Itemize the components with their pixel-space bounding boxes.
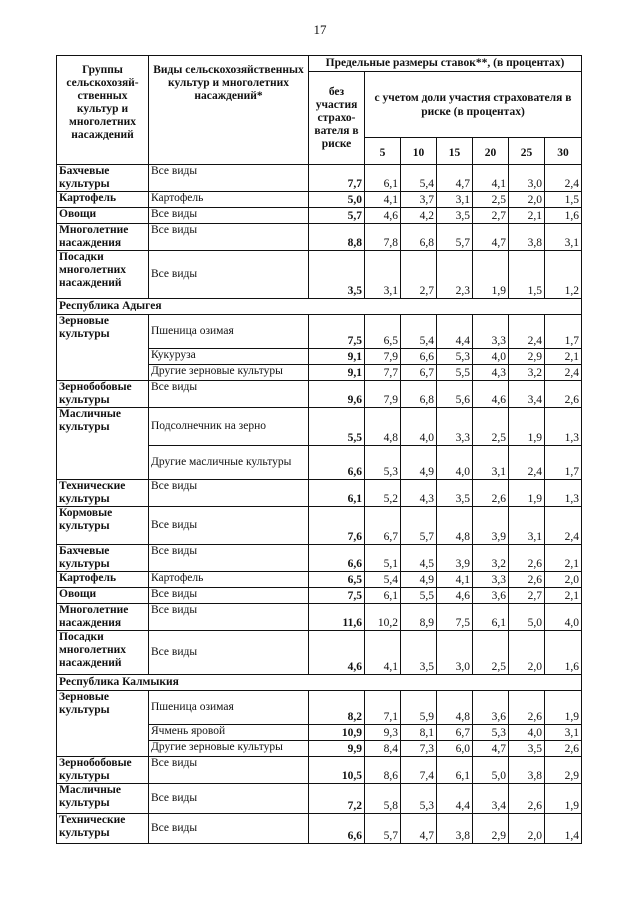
rate-share-25: 2,0 [509, 192, 545, 208]
rate-share-25: 2,4 [509, 315, 545, 349]
crop-group: Кормовые культуры [57, 507, 149, 545]
rate-share-10: 5,4 [401, 165, 437, 192]
table-row [57, 208, 582, 224]
rate-share-15: 6,7 [437, 725, 473, 741]
crop-kind: Все виды [149, 814, 309, 844]
header-limit-rates: Предельные размеры ставок**, (в процентах) [309, 56, 582, 72]
crop-group: Многолетние насаждения [57, 224, 149, 251]
rate-share-25: 1,9 [509, 408, 545, 446]
rate-share-15: 4,4 [437, 315, 473, 349]
rate-share-30: 1,6 [545, 208, 582, 224]
rate-share-5: 7,1 [365, 691, 401, 725]
rate-share-10: 5,9 [401, 691, 437, 725]
rate-share-5: 7,7 [365, 365, 401, 381]
rate-share-20: 3,6 [473, 588, 509, 604]
header-percent-5: 5 [365, 138, 401, 165]
crop-kind: Другие зерновые культуры [149, 741, 309, 757]
rate-share-20: 4,0 [473, 349, 509, 365]
rate-without-participation: 11,6 [309, 604, 365, 631]
rate-share-30: 2,6 [545, 741, 582, 757]
rate-share-15: 4,6 [437, 588, 473, 604]
crop-group: Овощи [57, 588, 149, 604]
rate-share-10: 6,8 [401, 224, 437, 251]
rate-share-25: 3,8 [509, 224, 545, 251]
rate-share-10: 6,8 [401, 381, 437, 408]
rate-without-participation: 9,6 [309, 381, 365, 408]
rate-without-participation: 6,6 [309, 814, 365, 844]
rate-share-15: 4,8 [437, 507, 473, 545]
rate-without-participation: 9,1 [309, 365, 365, 381]
crop-group: Масличные культуры [57, 784, 149, 814]
table-row [57, 315, 582, 349]
rate-share-25: 2,6 [509, 545, 545, 572]
rate-share-5: 4,1 [365, 631, 401, 675]
rate-share-15: 3,0 [437, 631, 473, 675]
region-label: Республика Адыгея [57, 299, 582, 315]
rate-share-25: 2,7 [509, 588, 545, 604]
rate-share-25: 2,6 [509, 572, 545, 588]
rate-without-participation: 5,7 [309, 208, 365, 224]
rate-share-25: 2,0 [509, 631, 545, 675]
rate-share-10: 8,9 [401, 604, 437, 631]
crop-kind: Кукуруза [149, 349, 309, 365]
rate-share-15: 4,0 [437, 446, 473, 480]
rate-share-30: 2,6 [545, 381, 582, 408]
header-percent-15: 15 [437, 138, 473, 165]
rate-without-participation: 10,5 [309, 757, 365, 784]
rate-share-30: 3,1 [545, 725, 582, 741]
rate-without-participation: 6,5 [309, 572, 365, 588]
rate-share-10: 6,7 [401, 365, 437, 381]
crop-group: Картофель [57, 192, 149, 208]
crop-kind: Все виды [149, 588, 309, 604]
rate-share-20: 2,5 [473, 631, 509, 675]
rate-share-15: 2,3 [437, 251, 473, 299]
rate-share-30: 1,3 [545, 408, 582, 446]
rate-without-participation: 7,2 [309, 784, 365, 814]
rate-share-25: 4,0 [509, 725, 545, 741]
rate-share-5: 5,7 [365, 814, 401, 844]
rate-share-30: 1,2 [545, 251, 582, 299]
crop-kind: Все виды [149, 507, 309, 545]
rate-share-25: 2,1 [509, 208, 545, 224]
rate-share-10: 5,7 [401, 507, 437, 545]
crop-group: Посадки многолетних насаждений [57, 631, 149, 675]
table-row [57, 192, 582, 208]
table-row [57, 588, 582, 604]
rate-without-participation: 8,8 [309, 224, 365, 251]
rate-share-10: 4,2 [401, 208, 437, 224]
crop-kind: Все виды [149, 381, 309, 408]
crop-kind: Все виды [149, 165, 309, 192]
rate-without-participation: 4,6 [309, 631, 365, 675]
rate-share-30: 2,0 [545, 572, 582, 588]
region-row [57, 675, 582, 691]
crop-kind: Все виды [149, 480, 309, 507]
rate-share-20: 4,6 [473, 381, 509, 408]
rate-share-25: 1,5 [509, 251, 545, 299]
table-row [57, 224, 582, 251]
rate-share-10: 7,3 [401, 741, 437, 757]
crop-group: Овощи [57, 208, 149, 224]
rate-share-30: 1,7 [545, 315, 582, 349]
crop-kind: Подсолнечник на зерно [149, 408, 309, 446]
table-row [57, 691, 582, 725]
crop-kind: Пшеница озимая [149, 315, 309, 349]
table-row [57, 572, 582, 588]
rate-share-20: 1,9 [473, 251, 509, 299]
rate-share-20: 4,3 [473, 365, 509, 381]
rate-share-20: 3,4 [473, 784, 509, 814]
rate-share-20: 2,6 [473, 480, 509, 507]
rate-share-25: 3,5 [509, 741, 545, 757]
rate-share-30: 4,0 [545, 604, 582, 631]
crop-kind: Картофель [149, 572, 309, 588]
rate-share-10: 3,5 [401, 631, 437, 675]
rate-share-15: 3,5 [437, 208, 473, 224]
crop-kind: Все виды [149, 224, 309, 251]
table-row [57, 814, 582, 844]
rate-share-25: 3,4 [509, 381, 545, 408]
rate-without-participation: 6,1 [309, 480, 365, 507]
rate-share-20: 3,3 [473, 315, 509, 349]
rate-share-10: 4,9 [401, 572, 437, 588]
rate-share-30: 2,9 [545, 757, 582, 784]
rate-without-participation: 9,9 [309, 741, 365, 757]
region-label: Республика Калмыкия [57, 675, 582, 691]
rate-without-participation: 8,2 [309, 691, 365, 725]
header-group-column: Группы сельскохозяй-ственных культур и многолетних насаждений [57, 56, 149, 165]
rate-share-20: 5,0 [473, 757, 509, 784]
rate-share-15: 4,1 [437, 572, 473, 588]
rate-share-10: 4,0 [401, 408, 437, 446]
page-number: 17 [313, 22, 327, 37]
rate-without-participation: 7,6 [309, 507, 365, 545]
rate-share-25: 3,2 [509, 365, 545, 381]
rate-share-25: 3,1 [509, 507, 545, 545]
table-row [57, 381, 582, 408]
insurance-rates-table [56, 55, 582, 844]
rate-share-25: 2,9 [509, 349, 545, 365]
rate-share-10: 6,6 [401, 349, 437, 365]
rate-without-participation: 3,5 [309, 251, 365, 299]
rate-share-5: 5,2 [365, 480, 401, 507]
rate-share-10: 4,7 [401, 814, 437, 844]
rate-without-participation: 10,9 [309, 725, 365, 741]
rate-share-5: 7,8 [365, 224, 401, 251]
crop-kind: Другие зерновые культуры [149, 365, 309, 381]
rate-share-20: 2,5 [473, 408, 509, 446]
rate-share-5: 6,7 [365, 507, 401, 545]
rate-share-5: 10,2 [365, 604, 401, 631]
rate-share-20: 2,5 [473, 192, 509, 208]
crop-kind: Все виды [149, 208, 309, 224]
crop-group: Посадки многолетних насаждений [57, 251, 149, 299]
rate-share-5: 3,1 [365, 251, 401, 299]
rate-share-30: 1,4 [545, 814, 582, 844]
rate-share-30: 3,1 [545, 224, 582, 251]
rate-share-20: 4,1 [473, 165, 509, 192]
rate-share-20: 3,9 [473, 507, 509, 545]
crop-kind: Пшеница озимая [149, 691, 309, 725]
crop-group: Зернобобовые культуры [57, 757, 149, 784]
header-percent-20: 20 [473, 138, 509, 165]
table-row [57, 757, 582, 784]
rate-share-5: 5,1 [365, 545, 401, 572]
rate-share-20: 4,7 [473, 224, 509, 251]
rate-share-5: 9,3 [365, 725, 401, 741]
crop-group: Многолетние насаждения [57, 604, 149, 631]
rate-share-15: 4,8 [437, 691, 473, 725]
rate-share-15: 3,1 [437, 192, 473, 208]
rate-without-participation: 7,5 [309, 315, 365, 349]
rate-share-10: 4,3 [401, 480, 437, 507]
rate-share-10: 3,7 [401, 192, 437, 208]
rate-share-15: 4,4 [437, 784, 473, 814]
rate-share-10: 7,4 [401, 757, 437, 784]
rate-share-15: 7,5 [437, 604, 473, 631]
crop-kind: Другие масличные культуры [149, 446, 309, 480]
rate-share-25: 1,9 [509, 480, 545, 507]
crop-group: Зерновые культуры [57, 315, 149, 381]
table-row [57, 251, 582, 299]
crop-kind: Все виды [149, 251, 309, 299]
rate-share-20: 4,7 [473, 741, 509, 757]
rate-share-5: 6,5 [365, 315, 401, 349]
crop-group: Зерновые культуры [57, 691, 149, 757]
crop-group: Технические культуры [57, 814, 149, 844]
rate-share-5: 7,9 [365, 381, 401, 408]
rate-share-10: 4,5 [401, 545, 437, 572]
rate-share-15: 6,1 [437, 757, 473, 784]
rate-share-15: 3,9 [437, 545, 473, 572]
rate-without-participation: 6,6 [309, 446, 365, 480]
rate-share-5: 4,8 [365, 408, 401, 446]
crop-group: Бахчевые культуры [57, 165, 149, 192]
rate-share-30: 2,4 [545, 165, 582, 192]
table-row [57, 408, 582, 446]
table-row [57, 165, 582, 192]
rate-share-20: 3,1 [473, 446, 509, 480]
crop-kind: Все виды [149, 784, 309, 814]
rate-share-5: 6,1 [365, 165, 401, 192]
rate-share-30: 2,1 [545, 588, 582, 604]
rate-share-25: 3,8 [509, 757, 545, 784]
rate-share-5: 6,1 [365, 588, 401, 604]
rate-share-30: 1,7 [545, 446, 582, 480]
rate-share-25: 2,6 [509, 784, 545, 814]
rate-share-5: 4,6 [365, 208, 401, 224]
rate-share-20: 2,7 [473, 208, 509, 224]
rate-share-10: 2,7 [401, 251, 437, 299]
table-row [57, 480, 582, 507]
rate-share-30: 1,3 [545, 480, 582, 507]
rate-share-5: 8,4 [365, 741, 401, 757]
crop-kind: Картофель [149, 192, 309, 208]
crop-kind: Все виды [149, 545, 309, 572]
crop-group: Картофель [57, 572, 149, 588]
rate-share-10: 5,5 [401, 588, 437, 604]
rate-share-30: 2,1 [545, 349, 582, 365]
rate-share-20: 2,9 [473, 814, 509, 844]
rate-share-30: 2,4 [545, 507, 582, 545]
rate-without-participation: 6,6 [309, 545, 365, 572]
rate-share-25: 2,4 [509, 446, 545, 480]
rate-without-participation: 9,1 [309, 349, 365, 365]
rate-share-30: 2,1 [545, 545, 582, 572]
header-kind-column: Виды сельскохозяйственных культур и многолетних насаждений* [149, 56, 309, 165]
crop-kind: Все виды [149, 757, 309, 784]
crop-kind: Все виды [149, 604, 309, 631]
rate-share-10: 8,1 [401, 725, 437, 741]
table-row [57, 604, 582, 631]
rate-share-15: 5,3 [437, 349, 473, 365]
rate-share-20: 3,2 [473, 545, 509, 572]
table-row [57, 507, 582, 545]
rate-share-30: 2,4 [545, 365, 582, 381]
rate-share-15: 3,3 [437, 408, 473, 446]
rate-share-25: 2,0 [509, 814, 545, 844]
rate-without-participation: 7,5 [309, 588, 365, 604]
rate-share-15: 5,6 [437, 381, 473, 408]
rate-share-15: 4,7 [437, 165, 473, 192]
header-with-participation: с учетом доли участия страхователя в риске (в процентах) [365, 72, 582, 138]
rate-share-25: 3,0 [509, 165, 545, 192]
rate-share-20: 3,6 [473, 691, 509, 725]
rate-share-20: 3,3 [473, 572, 509, 588]
rate-share-5: 4,1 [365, 192, 401, 208]
rate-share-30: 1,9 [545, 691, 582, 725]
rate-share-5: 7,9 [365, 349, 401, 365]
rate-share-30: 1,6 [545, 631, 582, 675]
crop-group: Бахчевые культуры [57, 545, 149, 572]
header-without-participation: без участия страхо-вателя в риске [309, 72, 365, 165]
rate-share-20: 6,1 [473, 604, 509, 631]
rate-without-participation: 5,5 [309, 408, 365, 446]
table-row [57, 631, 582, 675]
rate-share-15: 6,0 [437, 741, 473, 757]
rate-share-25: 5,0 [509, 604, 545, 631]
rate-share-10: 5,4 [401, 315, 437, 349]
rate-share-15: 5,5 [437, 365, 473, 381]
crop-group: Масличные культуры [57, 408, 149, 480]
header-percent-25: 25 [509, 138, 545, 165]
rate-share-5: 5,4 [365, 572, 401, 588]
region-row [57, 299, 582, 315]
rate-share-25: 2,6 [509, 691, 545, 725]
header-percent-10: 10 [401, 138, 437, 165]
rate-share-15: 5,7 [437, 224, 473, 251]
rate-share-10: 5,3 [401, 784, 437, 814]
rate-share-20: 5,3 [473, 725, 509, 741]
table-row [57, 545, 582, 572]
crop-kind: Ячмень яровой [149, 725, 309, 741]
crop-kind: Все виды [149, 631, 309, 675]
rate-share-5: 5,8 [365, 784, 401, 814]
rate-share-10: 4,9 [401, 446, 437, 480]
header-percent-30: 30 [545, 138, 582, 165]
crop-group: Технические культуры [57, 480, 149, 507]
crop-group: Зернобобовые культуры [57, 381, 149, 408]
rate-share-15: 3,8 [437, 814, 473, 844]
rate-without-participation: 5,0 [309, 192, 365, 208]
table-row [57, 784, 582, 814]
rate-share-5: 8,6 [365, 757, 401, 784]
rate-share-5: 5,3 [365, 446, 401, 480]
rate-share-30: 1,5 [545, 192, 582, 208]
rate-share-30: 1,9 [545, 784, 582, 814]
rate-without-participation: 7,7 [309, 165, 365, 192]
rate-share-15: 3,5 [437, 480, 473, 507]
